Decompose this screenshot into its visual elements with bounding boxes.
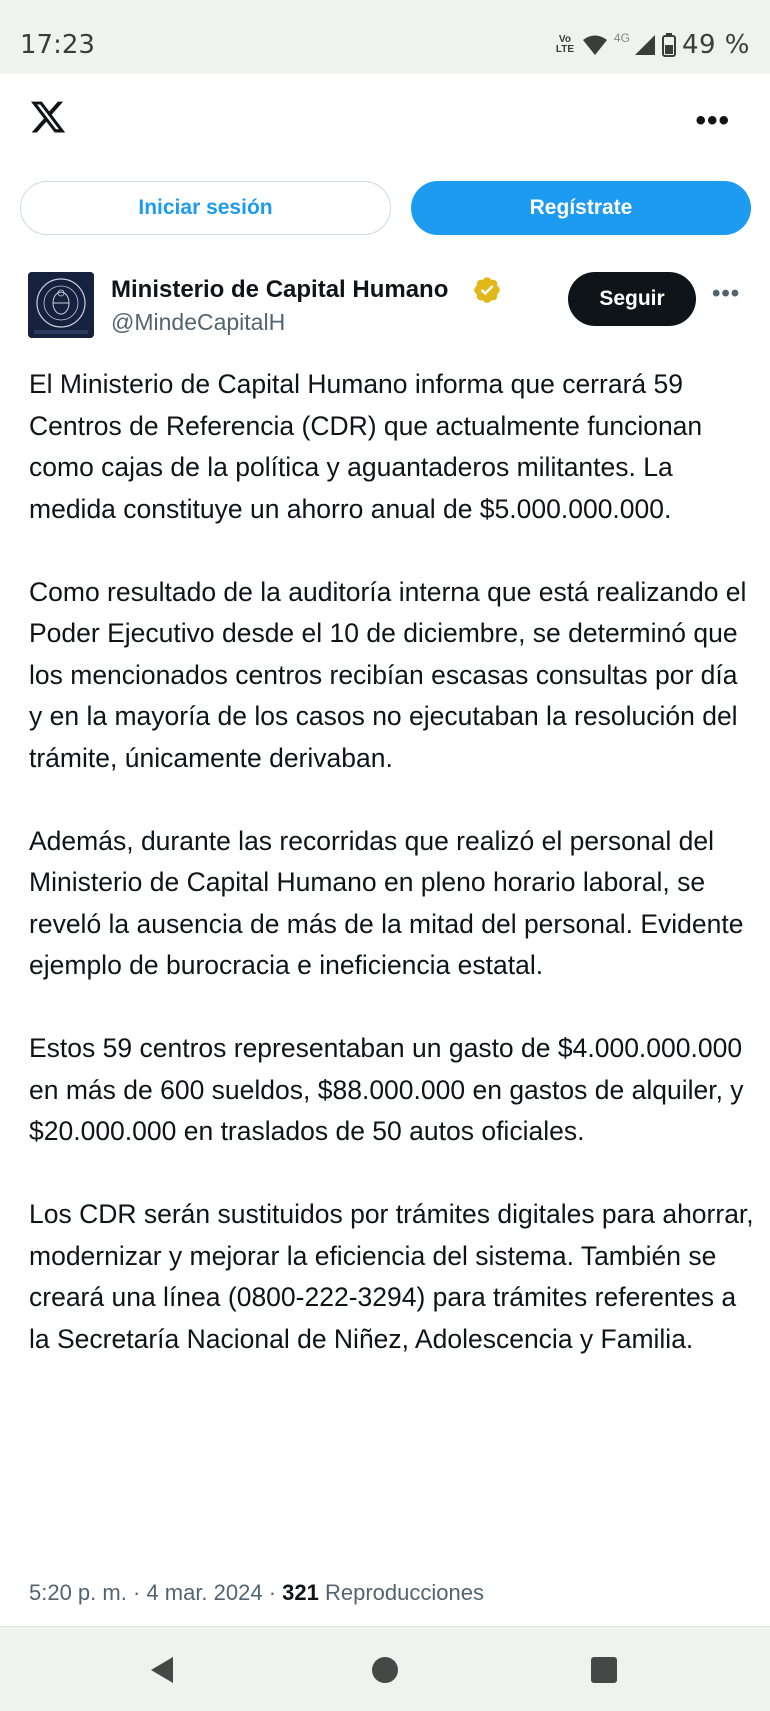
recents-icon[interactable] [591,1657,617,1683]
meta-separator: · [262,1580,283,1605]
meta-separator: · [126,1580,147,1605]
views-label: Reproducciones [325,1580,484,1605]
post-paragraph: Estos 59 centros representaban un gasto de $4.000.000.000 en más de 600 sueldos, $88.000.000 en gastos de alquiler, y $20.000.000 en traslados de 50 autos oficiales. [29,1033,744,1146]
wifi-icon [582,34,608,56]
volte-icon: Vo LTE [555,34,574,55]
system-nav-bar [0,1626,770,1711]
home-icon[interactable] [372,1657,398,1683]
battery-icon [662,33,676,57]
ministry-seal-icon [28,272,94,338]
author-handle[interactable]: @MindeCapitalH [111,309,286,335]
post-body [29,364,754,1360]
avatar[interactable] [28,272,94,338]
post-date[interactable]: 4 mar. 2024 [146,1580,263,1605]
login-button[interactable]: Iniciar sesión [20,181,391,235]
views-count: 321 [282,1580,319,1605]
status-bar [0,0,770,74]
header-more-icon[interactable]: ••• [695,104,730,137]
back-icon[interactable] [149,1655,175,1685]
post-more-icon[interactable]: ••• [712,280,741,307]
signal-icon [634,34,656,56]
post-paragraph: Además, durante las recorridas que realizó el personal del Ministerio de Capital Humano en pleno horario laboral, se reveló la ausencia de más de la mitad del personal. Evidente ejemplo de burocracia e ineficiencia estatal. [29,825,744,980]
author-name[interactable]: Ministerio de Capital Humano [111,276,449,303]
network-label: 4G [613,31,630,45]
verified-badge-icon[interactable] [472,275,502,305]
battery-percent: 49 % [681,30,750,60]
follow-button[interactable]: Seguir [568,272,696,326]
app-header [0,74,770,174]
post-paragraph: El Ministerio de Capital Humano informa que cerrará 59 Centros de Referencia (CDR) que actualmente funcionan como cajas de la política y aguantaderos militantes. La medida constituye un ahorro anual de $5.000.000.000. [29,369,703,524]
status-icons [554,28,750,62]
signup-button[interactable]: Regístrate [411,181,751,235]
status-time: 17:23 [20,30,95,60]
x-logo-icon[interactable] [28,98,68,136]
post-paragraph: Como resultado de la auditoría interna que está realizando el Poder Ejecutivo desde el 10 de diciembre, se determinó que los mencionados centros recibían escasas consultas por día y en la mayoría de los casos no ejecutaban la resolución del trámite, únicamente derivaban. [29,576,747,773]
post-time[interactable]: 5:20 p. m. [29,1580,127,1605]
post-paragraph: Los CDR serán sustituidos por trámites digitales para ahorrar, modernizar y mejorar la eficiencia del sistema. También se creará una línea (0800-222-3294) para trámites referentes a la Secretaría Nacional de Niñez, Adolescencia y Familia. [29,1199,754,1354]
post-meta [29,1580,484,1606]
